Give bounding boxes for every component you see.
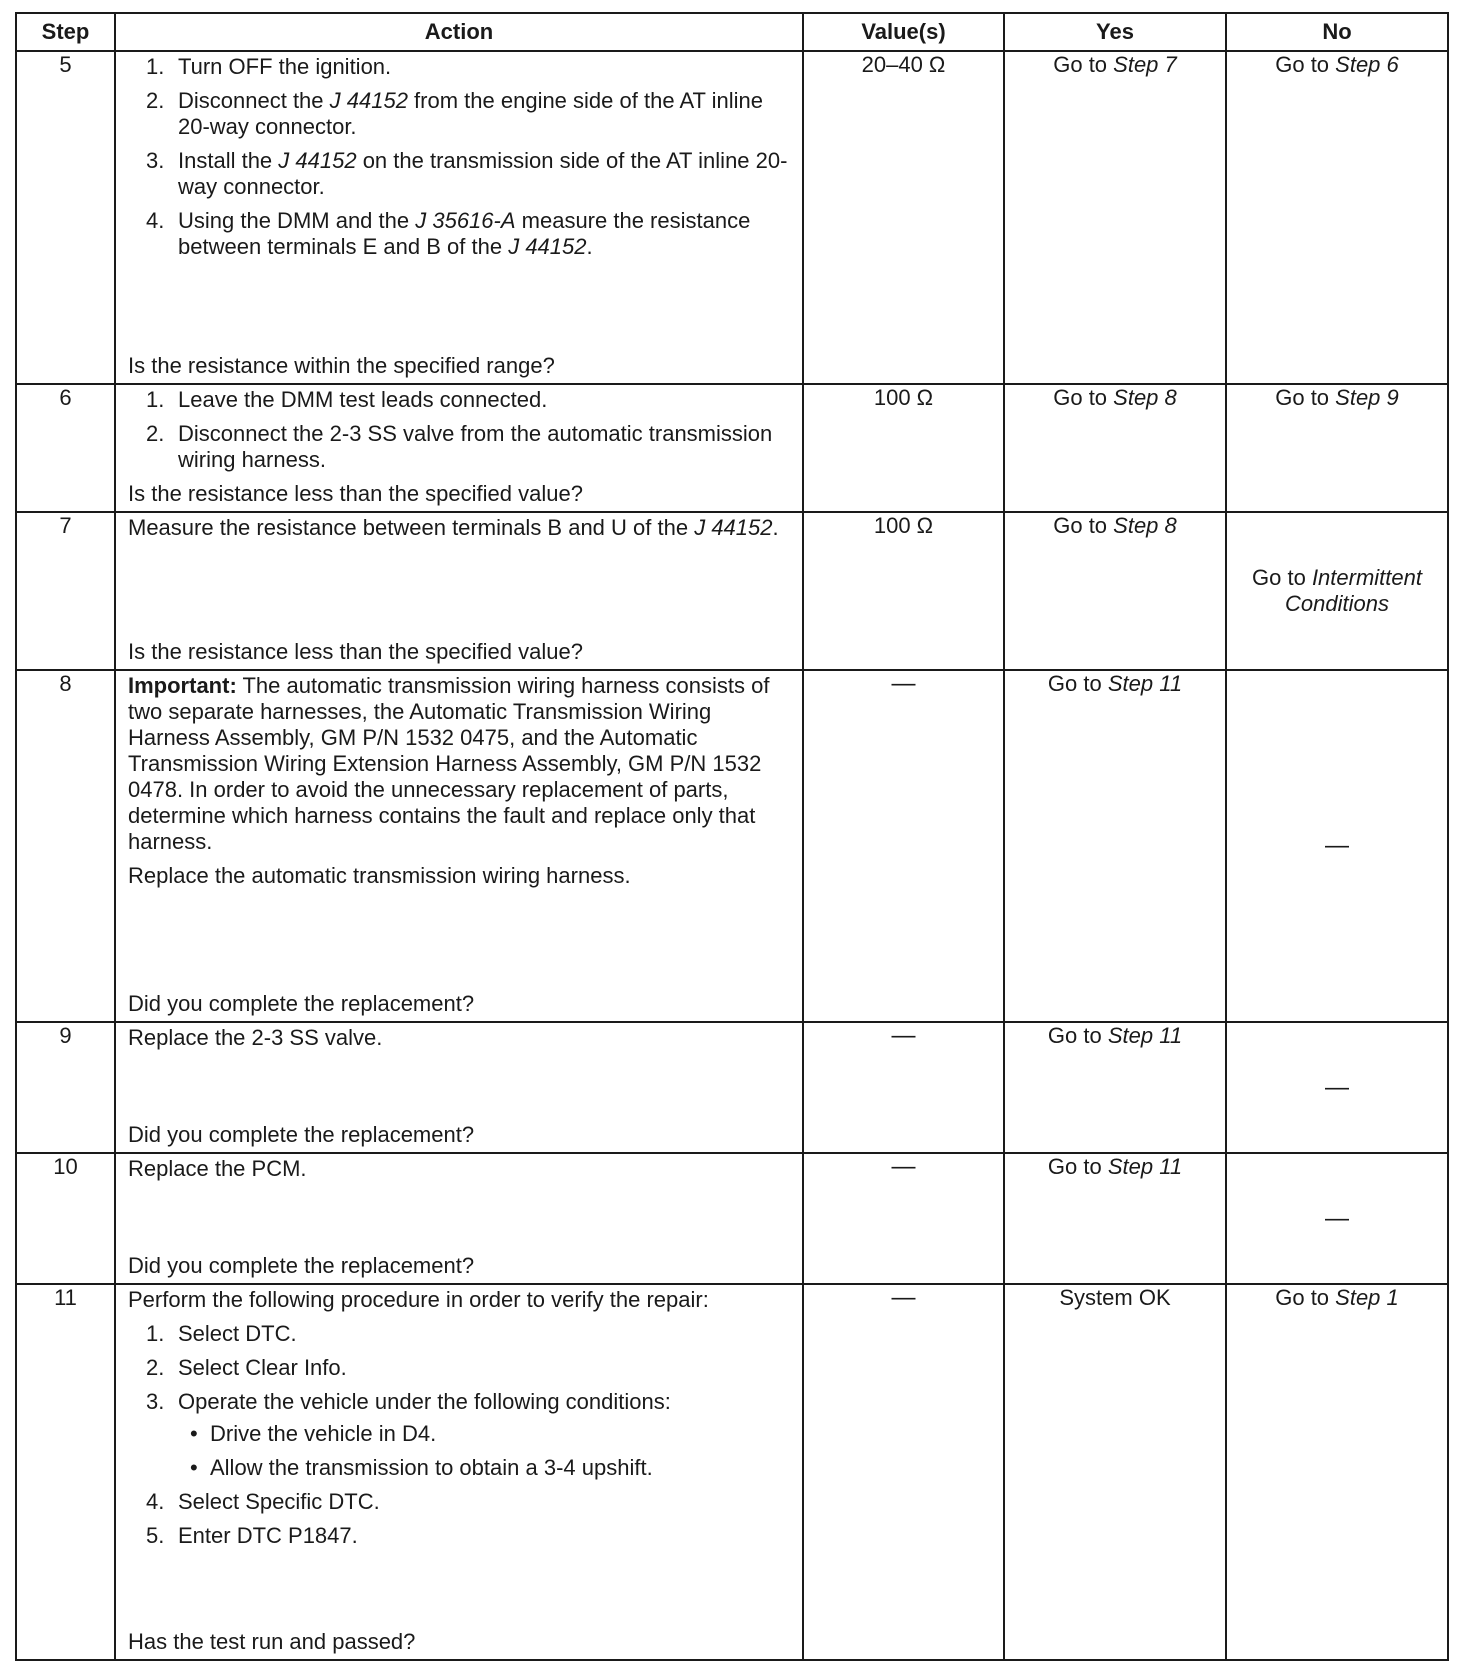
- action-question: Did you complete the replacement?: [128, 1253, 475, 1278]
- yes-result[interactable]: System OK: [1004, 1284, 1226, 1660]
- diagnostic-table: [15, 12, 1449, 1661]
- step-number: 10: [16, 1153, 115, 1284]
- list-item: 4. Using the DMM and the J 35616-A measure the resistance between terminals E and B of the J 44152.: [146, 208, 751, 259]
- value-cell: —: [803, 1153, 1004, 1284]
- value-cell: 100 Ω: [803, 384, 1004, 512]
- tool-reference: J 35616-A: [415, 208, 516, 233]
- action-question: Is the resistance less than the specified value?: [128, 639, 583, 664]
- action-cell: [115, 1153, 803, 1284]
- header-step: Step: [16, 13, 115, 51]
- important-label: Important:: [128, 673, 237, 698]
- tool-reference: J 44152: [694, 515, 773, 540]
- list-item: 1. Leave the DMM test leads connected.: [146, 387, 548, 412]
- action-text: Measure the resistance between terminals B and U of the J 44152.: [128, 515, 779, 540]
- action-text: Replace the 2-3 SS valve.: [128, 1025, 383, 1050]
- table-row-step-11: [16, 1284, 1448, 1660]
- table-row-step-6: [16, 384, 1448, 512]
- no-link[interactable]: Go to Step 6: [1226, 51, 1448, 384]
- no-link[interactable]: Go to Intermittent Conditions: [1226, 512, 1448, 670]
- step-number: 8: [16, 670, 115, 1022]
- no-cell: —: [1226, 1022, 1448, 1153]
- yes-link[interactable]: Go to Step 8: [1004, 512, 1226, 670]
- action-cell: [115, 512, 803, 670]
- action-cell: [115, 384, 803, 512]
- procedure-list: [128, 1321, 792, 1549]
- step-number: 11: [16, 1284, 115, 1660]
- condition-list: [178, 1421, 792, 1481]
- tool-reference: J 44152: [329, 88, 408, 113]
- yes-link[interactable]: Go to Step 11: [1004, 1022, 1226, 1153]
- table-row-step-9: [16, 1022, 1448, 1153]
- action-cell: [115, 1022, 803, 1153]
- list-item: 1. Select DTC.: [146, 1321, 297, 1346]
- action-question: Did you complete the replacement?: [128, 1122, 475, 1147]
- list-item: 3. Operate the vehicle under the following conditions: • Drive the vehicle in D4. • Allow the transmission to obtain a 3-4 upshift.: [128, 1389, 792, 1481]
- list-item: 5. Enter DTC P1847.: [146, 1523, 358, 1548]
- yes-link[interactable]: Go to Step 11: [1004, 670, 1226, 1022]
- procedure-list: [128, 387, 792, 473]
- step-number: 6: [16, 384, 115, 512]
- tool-reference: J 44152: [508, 234, 587, 259]
- table-row-step-7: [16, 512, 1448, 670]
- step-number: 7: [16, 512, 115, 670]
- value-cell: 20–40 Ω: [803, 51, 1004, 384]
- value-cell: —: [803, 1022, 1004, 1153]
- no-link[interactable]: Go to Step 9: [1226, 384, 1448, 512]
- table-row-step-8: [16, 670, 1448, 1022]
- header-values: Value(s): [803, 13, 1004, 51]
- value-cell: —: [803, 1284, 1004, 1660]
- bullet-item: • Allow the transmission to obtain a 3-4 upshift.: [190, 1455, 653, 1480]
- yes-link[interactable]: Go to Step 8: [1004, 384, 1226, 512]
- list-item: 3. Install the J 44152 on the transmission side of the AT inline 20-way connector.: [146, 148, 788, 199]
- action-text: Replace the automatic transmission wiring harness.: [128, 863, 631, 888]
- action-intro: Perform the following procedure in order to verify the repair:: [128, 1287, 709, 1312]
- list-item: 2. Select Clear Info.: [146, 1355, 347, 1380]
- no-cell: —: [1226, 1153, 1448, 1284]
- table-row-step-5: [16, 51, 1448, 384]
- action-cell: [115, 51, 803, 384]
- step-number: 9: [16, 1022, 115, 1153]
- action-question: Is the resistance within the specified range?: [128, 353, 555, 378]
- action-question: Has the test run and passed?: [128, 1629, 416, 1654]
- header-no: No: [1226, 13, 1448, 51]
- action-question: Did you complete the replacement?: [128, 991, 475, 1016]
- list-item: 2. Disconnect the J 44152 from the engine side of the AT inline 20-way connector.: [146, 88, 764, 139]
- value-cell: —: [803, 670, 1004, 1022]
- procedure-list: [128, 54, 792, 260]
- list-item: 2. Disconnect the 2-3 SS valve from the automatic transmission wiring harness.: [146, 421, 773, 472]
- action-cell: [115, 670, 803, 1022]
- header-action: Action: [115, 13, 803, 51]
- header-yes: Yes: [1004, 13, 1226, 51]
- header-row: [16, 13, 1448, 51]
- action-text: Replace the PCM.: [128, 1156, 307, 1181]
- bullet-item: • Drive the vehicle in D4.: [190, 1421, 437, 1446]
- yes-link[interactable]: Go to Step 11: [1004, 1153, 1226, 1284]
- table-row-step-10: [16, 1153, 1448, 1284]
- no-link[interactable]: Go to Step 1: [1226, 1284, 1448, 1660]
- list-item: 4. Select Specific DTC.: [146, 1489, 380, 1514]
- list-item: 1. Turn OFF the ignition.: [146, 54, 392, 79]
- yes-link[interactable]: Go to Step 7: [1004, 51, 1226, 384]
- tool-reference: J 44152: [278, 148, 357, 173]
- no-cell: —: [1226, 670, 1448, 1022]
- important-note: Important: The automatic transmission wiring harness consists of two separate harnesses, the Automatic Transmission Wiring Harness Assembly, GM P/N 1532 0475, and the Automatic Transmission Wiring Extension Harness Assembly, GM P/N 1532 0478. In order to avoid the unnecessary replacement of parts, determine which harness contains the fault and replace only that harness.: [128, 673, 770, 854]
- action-cell: [115, 1284, 803, 1660]
- action-question: Is the resistance less than the specified value?: [128, 481, 583, 506]
- value-cell: 100 Ω: [803, 512, 1004, 670]
- step-number: 5: [16, 51, 115, 384]
